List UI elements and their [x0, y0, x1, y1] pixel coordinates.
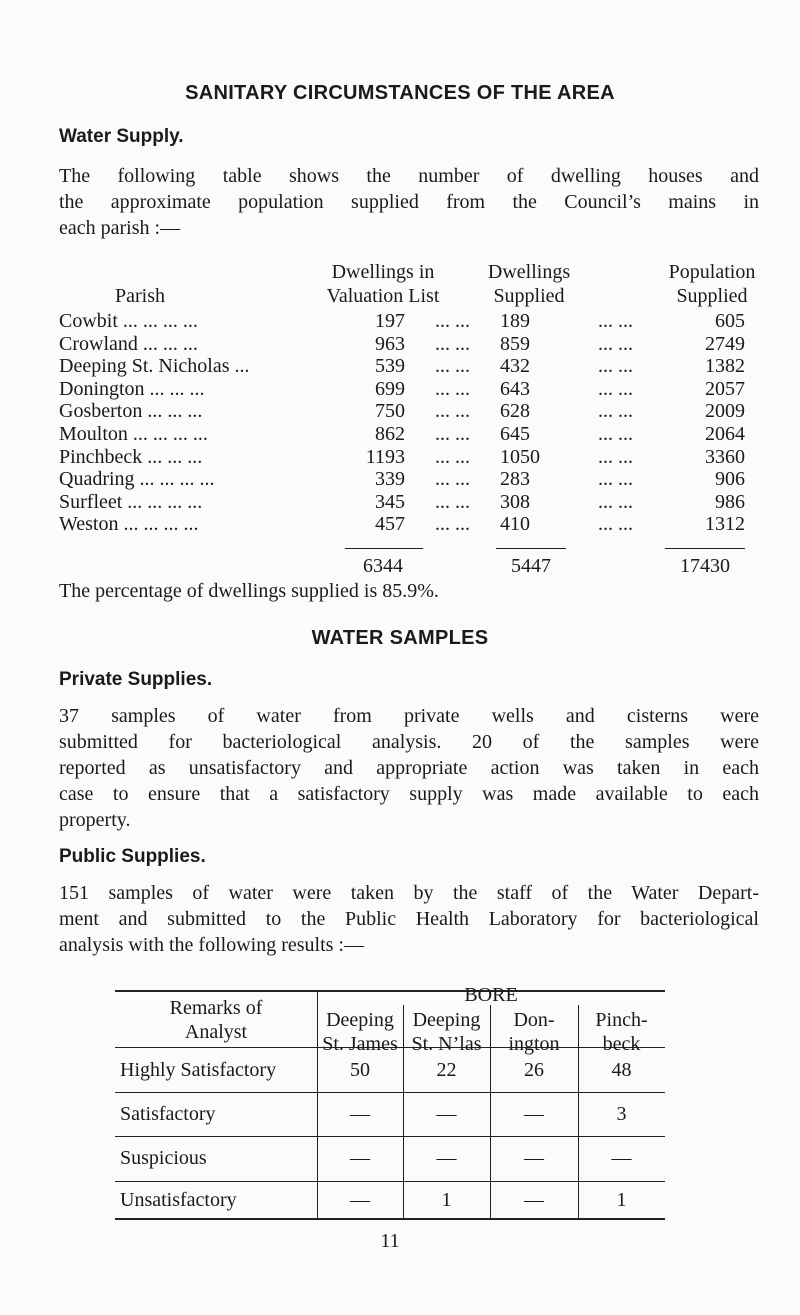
population-value: 1312	[705, 513, 745, 536]
population-value: 2064	[705, 423, 745, 445]
dots: ... ...	[435, 377, 470, 400]
result-value: —	[524, 1189, 544, 1211]
table-bottom-rule	[115, 1218, 665, 1220]
dots: ... ...	[598, 513, 633, 536]
total-rule-population	[665, 548, 745, 549]
population-value: 906	[715, 468, 745, 491]
dots: ... ...	[435, 423, 470, 445]
parish-name: Surfleet ... ... ... ...	[59, 490, 203, 513]
dots: ... ...	[598, 332, 633, 355]
population-value: 1382	[705, 355, 745, 378]
parish-name: Quadring ... ... ... ...	[59, 468, 215, 491]
column-header: beck	[602, 1033, 641, 1055]
dwellings-value: 339	[375, 468, 405, 491]
result-value: —	[436, 1147, 457, 1169]
remark-label: Unsatisfactory	[120, 1189, 237, 1211]
supplied-value: 645	[500, 423, 530, 445]
dots: ... ...	[598, 445, 633, 468]
public-line-3: analysis with the following results :—	[59, 934, 364, 956]
parish-name: Donington ... ... ...	[59, 377, 205, 400]
private-line-3: reported as unsatisfactory and appropriate action was taken in each	[59, 757, 759, 779]
population-value: 2009	[705, 400, 745, 423]
remarks-header-2: Analyst	[184, 1021, 248, 1043]
dwellings-value: 963	[375, 332, 405, 355]
result-value: —	[524, 1103, 544, 1125]
dots: ... ...	[598, 310, 633, 332]
population-value: 986	[715, 490, 745, 513]
table-row-rule-3	[115, 1181, 665, 1182]
dots: ... ...	[598, 490, 633, 513]
dwellings-value: 699	[375, 377, 405, 400]
dots: ... ...	[598, 423, 633, 445]
supplied-value: 432	[500, 355, 530, 378]
dots: ... ...	[598, 355, 633, 378]
supplied-value: 1050	[500, 445, 540, 468]
column-header: St. N’las	[411, 1033, 482, 1055]
supplied-value: 859	[500, 332, 530, 355]
population-value: 605	[715, 310, 745, 332]
dwellings-value: 539	[375, 355, 405, 378]
column-header: Deeping	[412, 1009, 481, 1031]
result-value: 1	[616, 1189, 627, 1211]
dots: ... ...	[598, 468, 633, 491]
column-header: Deeping	[326, 1009, 394, 1031]
result-value: 50	[350, 1059, 370, 1081]
dwellings-value: 457	[375, 513, 405, 536]
bore-header: BORE	[464, 984, 518, 1006]
column-header: Pinch-	[595, 1009, 648, 1031]
result-value: —	[350, 1189, 370, 1211]
dots: ... ...	[435, 445, 470, 468]
water-supply-heading: Water Supply.	[59, 126, 184, 147]
parish-name: Gosberton ... ... ...	[59, 400, 203, 423]
parish-name: Pinchbeck ... ... ...	[59, 445, 203, 468]
remark-label: Highly Satisfactory	[120, 1059, 277, 1081]
intro-line-2: the approximate population supplied from the Council’s mains in	[59, 191, 759, 213]
column-header: Don-	[513, 1009, 555, 1031]
dots: ... ...	[435, 400, 470, 423]
supplied-value: 643	[500, 377, 530, 400]
dots: ... ...	[435, 468, 470, 491]
header-dwellings-2: Valuation List	[326, 285, 440, 307]
dots: ... ...	[435, 513, 470, 536]
supplied-value: 283	[500, 468, 530, 491]
population-value: 2057	[705, 377, 745, 400]
dwellings-value: 345	[375, 490, 405, 513]
dots: ... ...	[435, 490, 470, 513]
header-supplied-2: Supplied	[493, 285, 565, 307]
parish-name: Crowland ... ... ...	[59, 332, 198, 355]
supplied-value: 628	[500, 400, 530, 423]
remark-label: Suspicious	[120, 1147, 207, 1169]
dots: ... ...	[435, 332, 470, 355]
supplied-value: 189	[500, 310, 530, 332]
result-value: —	[350, 1147, 370, 1169]
private-line-4: case to ensure that a satisfactory supply was made available to each	[59, 783, 759, 805]
population-value: 2749	[705, 332, 745, 355]
result-value: 1	[441, 1189, 452, 1211]
supplied-value: 410	[500, 513, 530, 536]
column-header: ington	[508, 1033, 560, 1055]
header-parish: Parish	[115, 285, 165, 307]
result-value: —	[436, 1103, 457, 1125]
dots: ... ...	[435, 310, 470, 332]
parish-name: Deeping St. Nicholas ...	[59, 355, 250, 378]
page-number: 11	[380, 1230, 400, 1252]
parish-name: Cowbit ... ... ... ...	[59, 310, 198, 332]
dwellings-value: 1193	[365, 445, 405, 468]
remarks-header-1: Remarks of	[169, 997, 263, 1019]
header-supplied-1: Dwellings	[487, 261, 571, 283]
table-row-rule-2	[115, 1136, 665, 1137]
header-population-2: Supplied	[676, 285, 748, 307]
total-population: 17430	[680, 555, 730, 577]
dwellings-value: 197	[375, 310, 405, 332]
private-line-5: property.	[59, 809, 131, 831]
table-row-rule-1	[115, 1092, 665, 1093]
result-value: 48	[611, 1059, 632, 1081]
result-value: 3	[616, 1103, 627, 1125]
dots: ... ...	[435, 355, 470, 378]
private-line-1: 37 samples of water from private wells and cisterns were	[59, 705, 759, 727]
public-line-1: 151 samples of water were taken by the staff of the Water Depart-	[59, 882, 759, 904]
dots: ... ...	[598, 400, 633, 423]
parish-name: Weston ... ... ... ...	[59, 513, 199, 536]
header-population-1: Population	[668, 261, 756, 283]
supplied-value: 308	[500, 490, 530, 513]
result-value: 26	[524, 1059, 544, 1081]
result-value: —	[350, 1103, 370, 1125]
intro-line-3: each parish :—	[59, 217, 181, 239]
total-supplied: 5447	[511, 555, 551, 577]
dwellings-value: 862	[375, 423, 405, 445]
population-value: 3360	[705, 445, 745, 468]
dots: ... ...	[598, 377, 633, 400]
result-value: —	[524, 1147, 544, 1169]
total-rule-dwellings	[345, 548, 423, 549]
total-rule-supplied	[496, 548, 566, 549]
column-header: St. James	[322, 1033, 398, 1055]
intro-line-1: The following table shows the number of dwelling houses and	[59, 165, 759, 187]
result-value: —	[611, 1147, 632, 1169]
percentage-line: The percentage of dwellings supplied is 85.9%.	[59, 580, 439, 602]
private-supplies-heading: Private Supplies.	[59, 669, 213, 690]
public-line-2: ment and submitted to the Public Health Laboratory for bacteriological	[59, 908, 759, 930]
remark-label: Satisfactory	[120, 1103, 216, 1125]
private-line-2: submitted for bacteriological analysis. 20 of the samples were	[59, 731, 759, 753]
water-samples-heading: WATER SAMPLES	[311, 627, 489, 649]
total-dwellings: 6344	[363, 555, 403, 577]
dwellings-value: 750	[375, 400, 405, 423]
header-dwellings-1: Dwellings in	[331, 261, 435, 283]
page-title: SANITARY CIRCUMSTANCES OF THE AREA	[185, 82, 615, 104]
public-supplies-heading: Public Supplies.	[59, 846, 206, 867]
parish-name: Moulton ... ... ... ...	[59, 423, 208, 445]
result-value: 22	[436, 1059, 457, 1081]
